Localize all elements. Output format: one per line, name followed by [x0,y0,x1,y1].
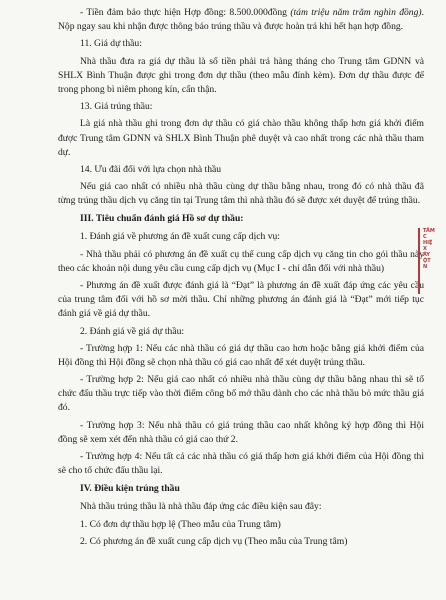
section-13-text: Là giá nhà thầu ghi trong đơn dự thầu có giá chào thầu không thấp hơn giá khởi điểm được Trung tâm GDNN và SHLX Bình Thuận phê duyệt và cao nhất trong các nhà thầu tham dự. [58,118,424,158]
case-2-text: - Trường hợp 2: Nếu giá cao nhất có nhiều nhà thầu cùng dự thầu bằng nhau thì sẽ tổ chức đấu thầu trực tiếp vào thời điểm công bố mở thầu dành cho các nhà thầu bỏ mức thầu giá đó. [58,374,424,414]
seal-line: C [423,234,427,240]
section-iii-heading: III. Tiêu chuẩn đánh giá Hồ sơ dự thầu: [80,213,244,225]
section-11-heading: 11. Giá dự thầu: [80,38,142,50]
condition-2: 2. Có phương án đề xuất cung cấp dịch vụ (Theo mẫu của Trung tâm) [80,535,348,547]
guarantee-amount: - Tiền đảm bảo thực hiện Hợp đồng: 8.500.000đồng [80,7,291,18]
case-1-text: - Trường hợp 1: Nếu các nhà thầu có giá dự thầu cao hơn hoặc bằng giá khởi điểm của Hội đồng thì Hội đồng sẽ chọn nhà thầu có giá cao nhất để xét duyệt trúng thầu. [58,342,424,368]
seal-line: N [423,264,428,270]
seal-line: ỘT [423,258,431,264]
section-14-text: Nếu giá cao nhất có nhiều nhà thầu cùng dự thầu bằng nhau, trong đó có nhà thầu đã từng trúng thầu dịch vụ căng tin tại Trung tâm thì nhà thầu đó sẽ được xét duyệt để trúng thầu. [58,181,424,207]
section-13-heading: 13. Giá trúng thầu: [80,101,153,113]
section-14-heading: 14. Ưu đãi đối với lựa chọn nhà thầu [80,163,222,175]
condition-1: 1. Có đơn dự thầu hợp lệ (Theo mẫu của Trung tâm) [80,518,281,530]
seal-line: TÂM [423,228,435,234]
section-11-text: Nhà thầu đưa ra giá dự thầu là số tiền phải trả hàng tháng cho Trung tâm GDNN và SHLX Bình Thuận được ghi trong đơn dự thầu (theo mẫu đính kèm). Đơn dự thầu được để trong phong bì niêm phong kín, cẩn thận. [58,55,424,95]
case-4-text: - Trường hợp 4: Nếu tất cả các nhà thầu có giá thấp hơn giá khởi điểm của Hội đồng thì sẽ cho tổ chức đấu thầu lại. [58,451,424,477]
section-iv-heading: IV. Điều kiện trúng thầu [80,483,180,495]
case-3-text: - Trường hợp 3: Nếu nhà thầu có giá trúng thầu cao nhất không ký hợp đồng thì Hội đồng sẽ xem xét đến nhà thầu có giá cao thứ 2. [58,419,424,445]
criteria-1-heading: 1. Đánh giá về phương án đề xuất cung cấp dịch vụ: [80,231,280,243]
criteria-2-heading: 2. Đánh giá về giá dự thầu: [80,325,185,337]
performance-guarantee [58,6,424,34]
criteria-1a-text: - Nhà thầu phải có phương án đề xuất cụ thể cung cấp dịch vụ căng tin cho gói thầu này theo các khoản nội dung yêu cầu cung cấp dịch vụ (Mục I - chỉ dẫn đối với nhà thầu) [58,248,424,274]
seal-line: HIỆ [423,240,433,246]
seal-line: X [423,246,427,252]
criteria-1b-text: - Phương án đề xuất được đánh giá là “Đạt” là phương án đề xuất đáp ứng các yêu cầu của trung tâm đối với hồ sơ mời thầu. Chỉ những phương án đánh giá là “Đạt” mới tiếp tục đánh giá về giá dự thầu. [58,280,424,320]
conditions-intro: Nhà thầu trúng thầu là nhà thầu đáp ứng các điều kiện sau đây: [80,501,322,513]
red-seal-stamp [418,228,442,294]
seal-line: ÁY [423,252,431,258]
guarantee-terms: . Nộp ngay sau khi nhận được thông báo trúng thầu và được hoàn trả khi hết hạn hợp đồng. [58,7,424,33]
guarantee-amount-words: (tám triệu năm trăm nghìn đồng) [290,7,422,18]
